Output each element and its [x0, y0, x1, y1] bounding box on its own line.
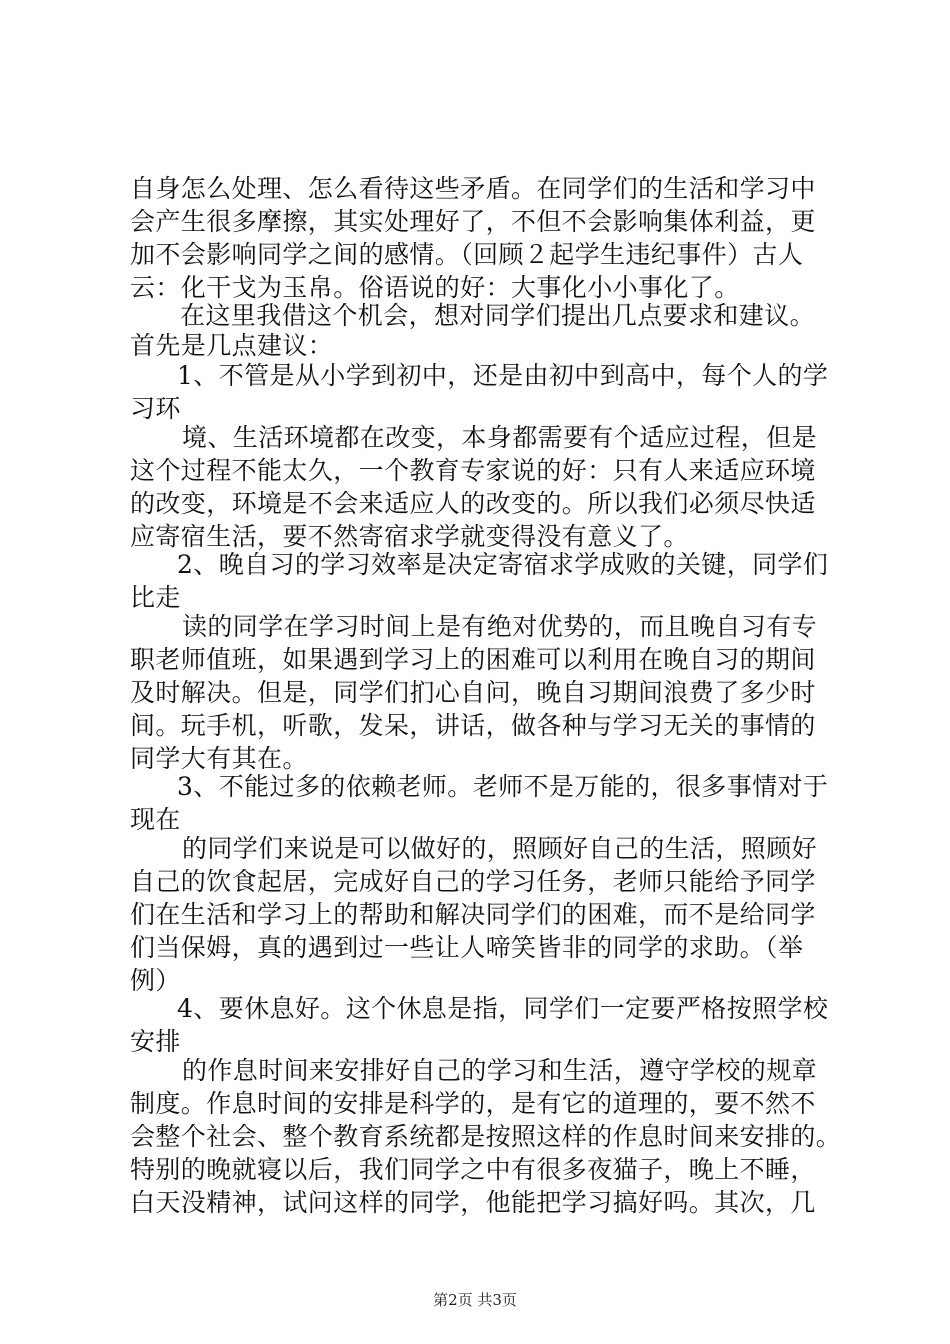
text-line: 及时解决。但是，同学们扪心自问，晚自习期间浪费了多少时	[130, 678, 816, 707]
text-line: 的改变，环境是不会来适应人的改变的。所以我们必须尽快适	[130, 489, 816, 518]
paragraph-start-line: 在这里我借这个机会，想对同学们提出几点要求和建议。	[180, 301, 816, 330]
text-line: 读的同学在学习时间上是有绝对优势的，而且晚自习有专	[182, 612, 818, 641]
page-number-footer: 第2页 共3页	[433, 1291, 517, 1309]
text-line: 们在生活和学习上的帮助和解决同学们的困难，而不是给同学	[130, 900, 816, 929]
text-line: 境、生活环境都在改变，本身都需要有个适应过程，但是	[182, 423, 818, 452]
text-line: 们当保姆，真的遇到过一些让人啼笑皆非的同学的求助。（举	[130, 933, 804, 962]
text-line: 职老师值班，如果遇到学习上的困难可以利用在晚自习的期间	[130, 645, 816, 674]
text-line: 首先是几点建议：	[130, 331, 334, 360]
text-line: 现在	[130, 805, 181, 834]
list-item-2-line: 2、晚自习的学习效率是决定寄宿求学成败的关键，同学们	[177, 550, 829, 579]
text-line: 会产生很多摩擦，其实处理好了，不但不会影响集体利益，更	[130, 207, 816, 236]
text-line: 间。玩手机，听歌，发呆，讲话，做各种与学习无关的事情的	[130, 711, 816, 740]
text-line: 白天没精神，试问这样的同学，他能把学习搞好吗。其次，几	[130, 1188, 816, 1217]
text-line: 比走	[130, 583, 181, 612]
text-line: 会整个社会、整个教育系统都是按照这样的作息时间来安排的。	[130, 1122, 842, 1151]
list-item-1-line: 1、不管是从小学到初中，还是由初中到高中，每个人的学	[177, 361, 829, 390]
text-line: 制度。作息时间的安排是科学的，是有它的道理的，要不然不	[130, 1089, 816, 1118]
text-line: 应寄宿生活，要不然寄宿求学就变得没有意义了。	[130, 522, 689, 551]
text-line: 的作息时间来安排好自己的学习和生活，遵守学校的规章	[182, 1056, 818, 1085]
text-line: 同学大有其在。	[130, 744, 308, 773]
text-line: 特别的晚就寝以后，我们同学之中有很多夜猫子，晚上不睡，	[130, 1155, 816, 1184]
text-line: 云：化干戈为玉帛。俗语说的好：大事化小小事化了。	[130, 273, 740, 302]
text-line: 加不会影响同学之间的感情。（回顾２起学生违纪事件）古人	[130, 240, 804, 269]
text-line: 这个过程不能太久，一个教育专家说的好：只有人来适应环境	[130, 456, 816, 485]
text-line: 例）	[130, 966, 181, 995]
list-item-4-line: 4、要休息好。这个休息是指，同学们一定要严格按照学校	[177, 994, 829, 1023]
text-line: 安排	[130, 1027, 181, 1056]
text-line: 习环	[130, 394, 181, 423]
text-line: 自身怎么处理、怎么看待这些矛盾。在同学们的生活和学习中	[130, 174, 816, 203]
list-item-3-line: 3、不能过多的依赖老师。老师不是万能的，很多事情对于	[177, 772, 829, 801]
text-line: 自己的饮食起居，完成好自己的学习任务，老师只能给予同学	[130, 867, 816, 896]
text-line: 的同学们来说是可以做好的，照顾好自己的生活，照顾好	[182, 834, 818, 863]
